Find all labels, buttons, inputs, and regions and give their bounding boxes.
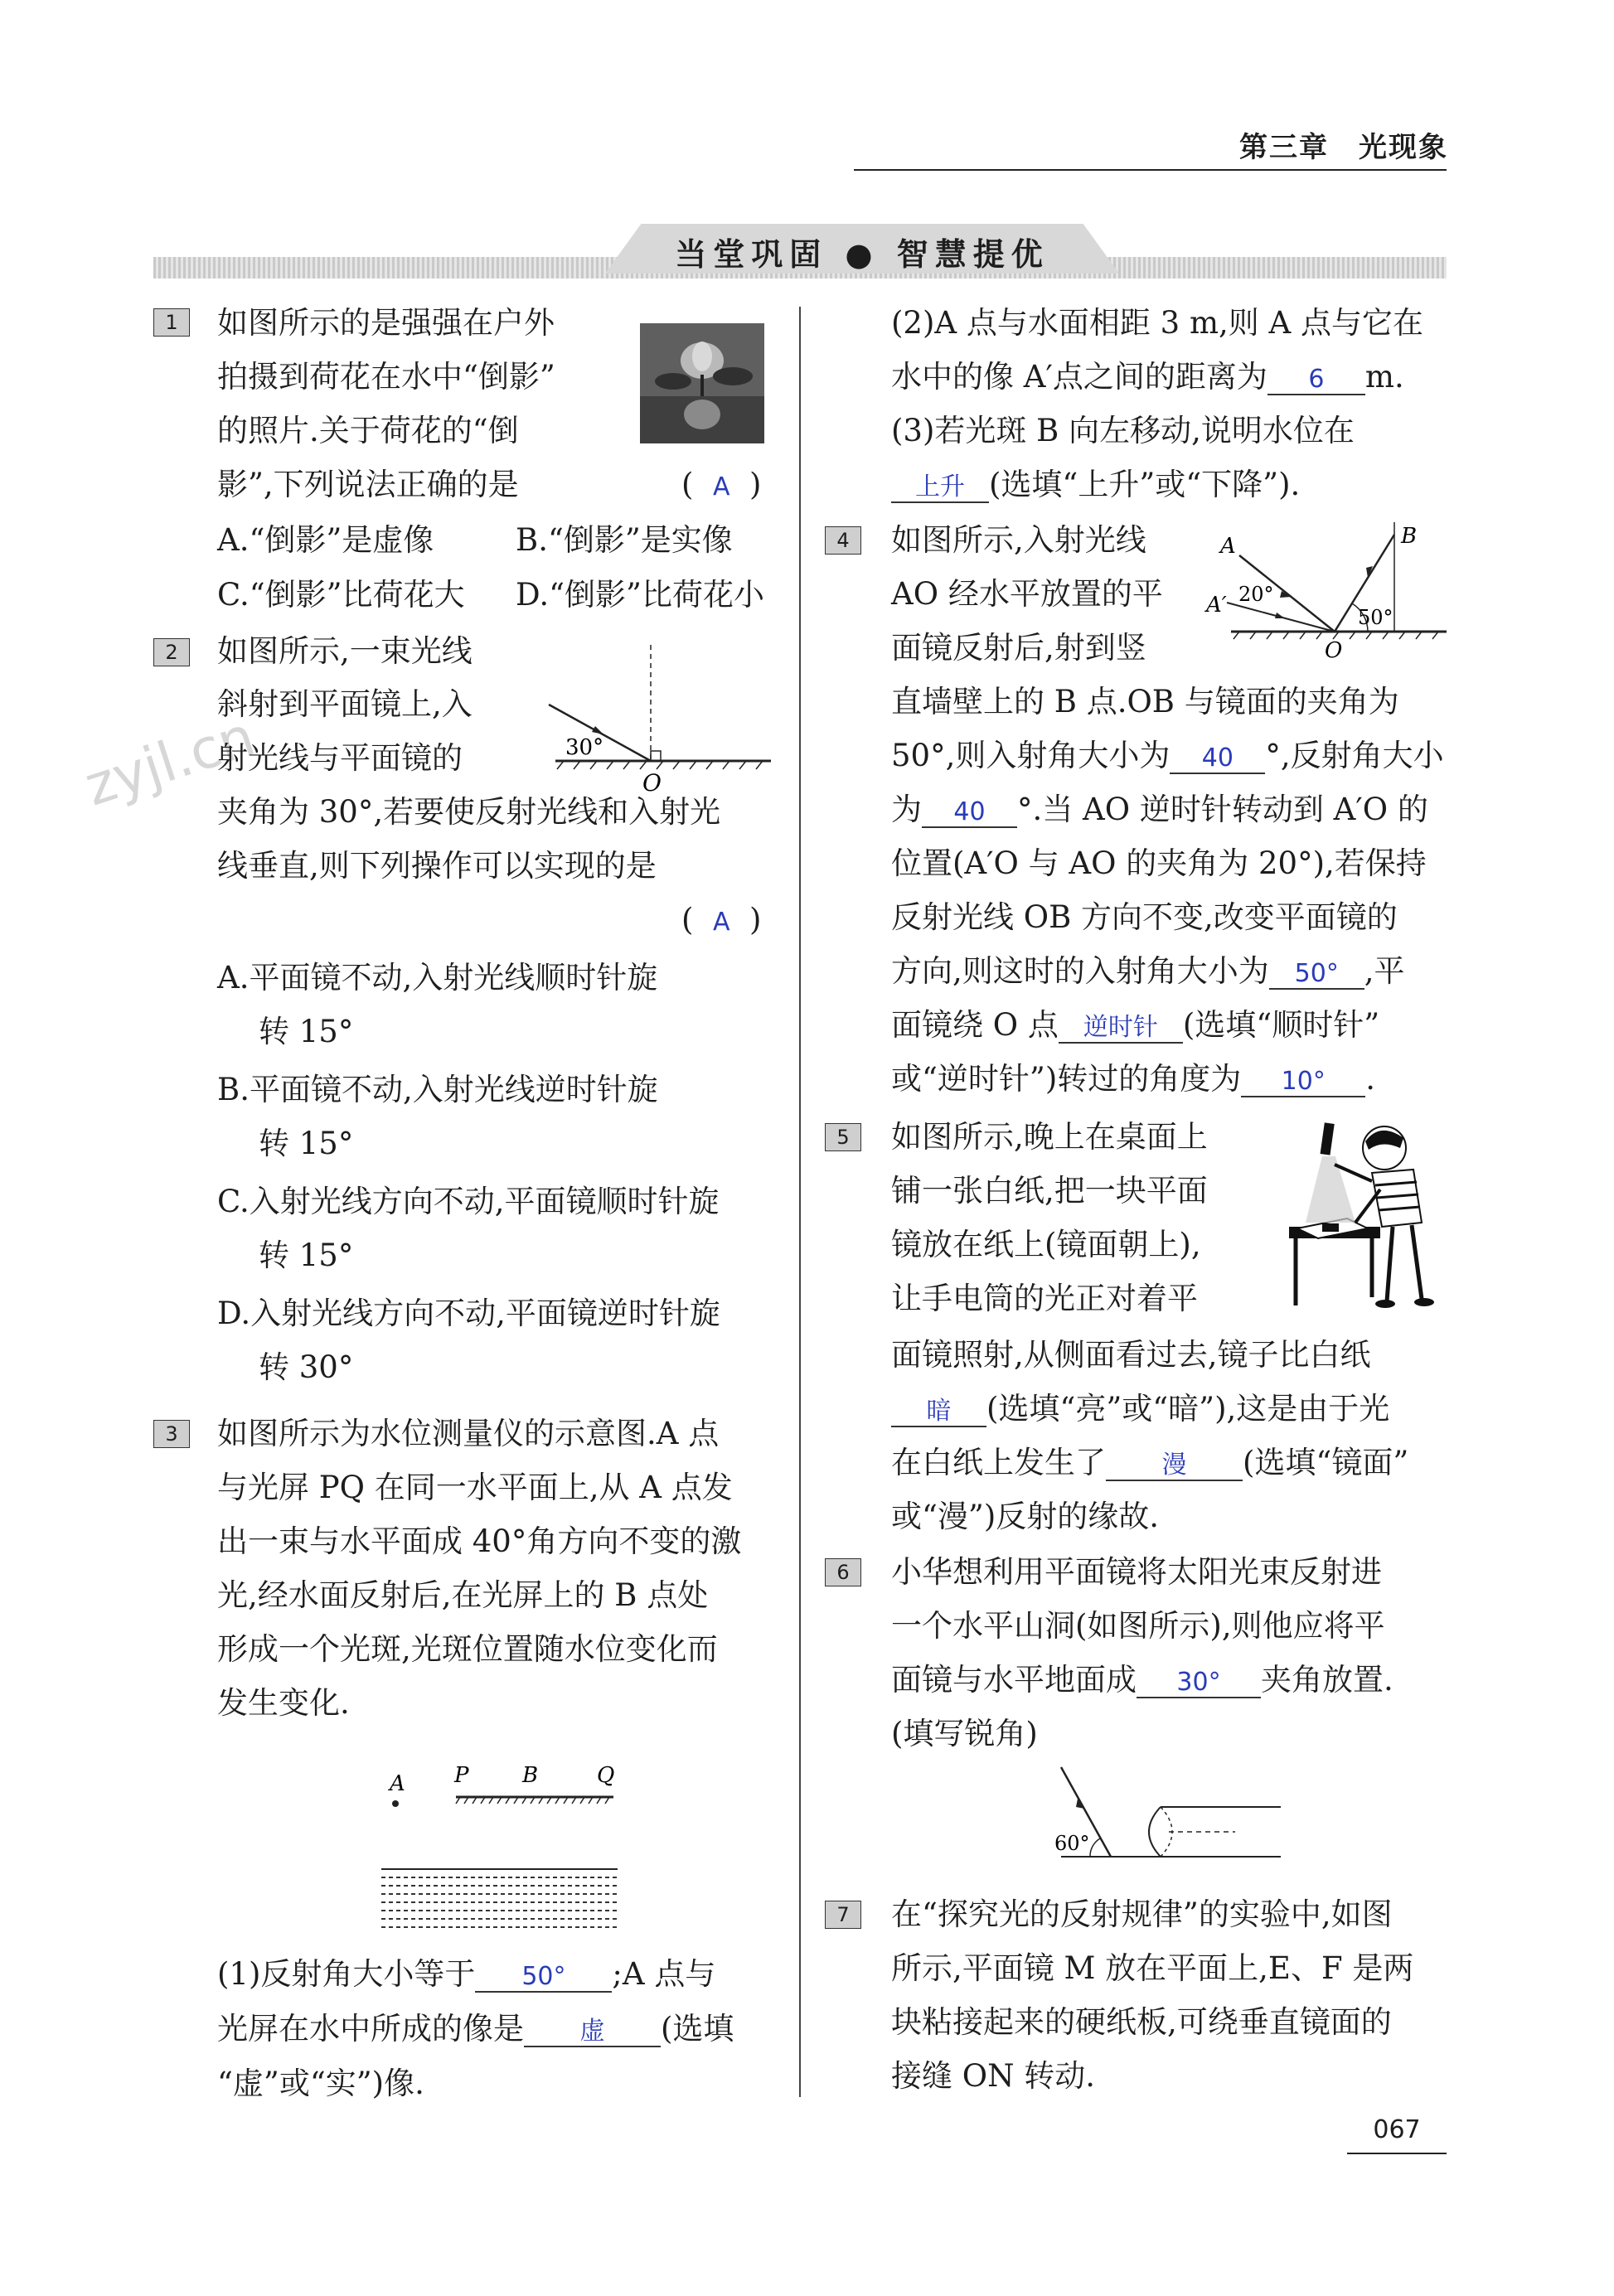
q1-line-2: 拍摄到荷花在水中“倒影” [217,359,555,395]
q4-answer-3: 50° [1294,959,1339,988]
q3-answer-1: 50° [521,1962,566,1991]
q3-line-1: 如图所示为水位测量仪的示意图.A 点 [217,1416,720,1451]
q3-part2-line-1: (2)A 点与水面相距 3 m,则 A 点与它在 [891,305,1424,341]
q3-point-q: Q [597,1763,615,1788]
q2-line-1: 如图所示,一束光线 [217,633,473,669]
answer-bracket: ( A ) [681,902,762,937]
q5-line-4: 让手电筒的光正对着平 [891,1281,1198,1316]
q2-option-d-2: 转 30° [259,1349,354,1385]
q5-text-7a: 在白纸上发生了 [891,1445,1106,1480]
q1-line-1: 如图所示的是强强在户外 [217,305,555,341]
q4-point-b: B [1401,524,1418,549]
q1-line-4: 影”,下列说法正确的是 [217,467,519,502]
q2-option-c-2: 转 15° [259,1238,354,1273]
q3-line-4: 光,经水面反射后,在光屏上的 B 点处 [217,1577,709,1613]
q1-option-d: D.“倒影”比荷花小 [516,577,764,613]
q4-text-11a: 或“逆时针”)转过的角度为 [891,1061,1242,1097]
q4-text-11b: . [1365,1061,1376,1097]
q4-answer-4: 逆时针 [1083,1013,1158,1042]
q3-part1-text-b: ;A 点与 [612,1956,716,1992]
q2-mirror-diagram [547,638,779,796]
q4-blank-3 [1269,955,1364,990]
watermark: zyjl.cn [77,704,263,819]
q3-line-2: 与光屏 PQ 在同一水平面上,从 A 点发 [217,1470,733,1505]
q1-option-a: A.“倒影”是虚像 [217,522,434,558]
q4-answer-5: 10° [1281,1067,1326,1096]
q4-text-9b: ,平 [1364,953,1405,989]
q6-line-4: (填写锐角) [891,1716,1038,1751]
q4-line-4: 直墙壁上的 B 点.OB 与镜面的夹角为 [891,684,1399,719]
q3-part1-text-d: (选填 [661,2011,734,2047]
q3-part3-line-1: (3)若光斑 B 向左移动,说明水位在 [891,413,1355,448]
q2-option-d-1: D.入射光线方向不动,平面镜逆时针旋 [217,1296,720,1331]
q4-text-9a: 方向,则这时的入射角大小为 [891,953,1269,989]
chapter-title: 第三章 光现象 [1239,131,1448,164]
q1-answer: A [712,472,730,501]
q4-line-5 [891,739,1444,774]
q4-line-3: 面镜反射后,射到竖 [891,630,1146,666]
q4-text-10b: (选填“顺时针” [1182,1007,1380,1043]
q6-line-1: 小华想利用平面镜将太阳光束反射进 [891,1554,1382,1590]
q1-option-c: C.“倒影”比荷花大 [217,577,465,613]
q3-part1-text-a: (1)反射角大小等于 [217,1956,476,1992]
q3-part1-line-1 [217,1958,715,1993]
q3-part2-text-b: 水中的像 A′点之间的距离为 [891,359,1267,395]
q4-line-11 [891,1063,1375,1097]
q5-line-1: 如图所示,晚上在桌面上 [891,1119,1208,1155]
q4-line-6 [891,793,1428,828]
q5-blank-2 [1106,1446,1243,1481]
q5-text-6b: (选填“亮”或“暗”),这是由于光 [986,1391,1390,1427]
q3-part1-text-c: 光屏在水中所成的像是 [217,2011,524,2047]
q4-blank-1 [1170,739,1265,774]
q2-line-5: 线垂直,则下列操作可以实现的是 [217,848,657,884]
question-number: 5 [825,1123,861,1151]
q5-line-8: 或“漫”)反射的缘故. [891,1499,1160,1534]
q4-answer-1: 40 [1201,744,1234,773]
q6-cave-diagram [1044,1757,1293,1882]
q3-answer-3: 6 [1308,365,1325,394]
q3-blank-3 [1267,361,1365,395]
q4-answer-2: 40 [953,797,986,826]
q4-angle-20: 20° [1238,583,1274,606]
q3-line-6: 发生变化. [217,1685,350,1721]
q4-line-2: AO 经水平放置的平 [891,576,1163,612]
q2-angle-label: 30° [565,735,604,760]
q5-line-7 [891,1446,1408,1481]
q6-angle-label: 60° [1054,1832,1090,1855]
page-number: 067 [1373,2115,1421,2144]
q2-line-4: 夹角为 30°,若要使反射光线和入射光 [217,794,721,830]
question-number: 7 [825,1901,861,1929]
q3-line-5: 形成一个光斑,光斑位置随水位变化而 [217,1631,718,1667]
q2-answer: A [712,908,730,937]
q3-blank-1 [475,1958,612,1993]
q7-line-2: 所示,平面镜 M 放在平面上,E、F 是两 [891,1950,1414,1986]
q2-point-o: O [642,769,662,796]
q4-line-8: 反射光线 OB 方向不变,改变平面镜的 [891,899,1398,935]
q5-answer-1: 暗 [926,1397,952,1426]
q2-option-a-1: A.平面镜不动,入射光线顺时针旋 [217,960,658,995]
q5-flashlight-illustration [1289,1107,1447,1314]
question-number: 3 [153,1420,190,1448]
q4-point-o: O [1325,638,1343,663]
q4-blank-2 [922,793,1017,828]
q4-text-5b: °,反射角大小 [1265,738,1444,773]
q7-line-4: 接缝 ON 转动. [891,2058,1095,2094]
lotus-photo [640,323,764,443]
q4-point-a-prime: A′ [1206,593,1227,618]
q2-option-a-2: 转 15° [259,1014,354,1049]
q3-part1-line-3: “虚”或“实”)像. [217,2066,424,2101]
q4-text-6b: °.当 AO 逆时针转动到 A′O 的 [1017,792,1428,827]
q5-blank-1 [891,1393,986,1427]
q2-option-b-2: 转 15° [259,1126,354,1161]
section-banner [153,224,1447,282]
q3-point-b: B [522,1763,539,1788]
q1-line-3: 的照片.关于荷花的“倒 [217,413,519,448]
q3-water-level-diagram [373,1749,638,1940]
q3-answer-2: 虚 [579,2017,605,2046]
q6-blank-1 [1137,1664,1261,1698]
q4-line-7: 位置(A′O 与 AO 的夹角为 20°),若保持 [891,845,1427,881]
question-number: 2 [153,638,190,666]
q3-line-3: 出一束与水平面成 40°角方向不变的激 [217,1523,742,1559]
q5-line-3: 镜放在纸上(镜面朝上), [891,1227,1201,1262]
q6-text-3a: 面镜与水平地面成 [891,1662,1137,1698]
q4-angle-50: 50° [1358,606,1393,629]
q4-point-a: A [1220,534,1236,559]
q5-line-6 [891,1393,1389,1427]
q2-option-b-1: B.平面镜不动,入射光线逆时针旋 [217,1072,658,1107]
q5-text-7b: (选填“镜面” [1243,1445,1409,1480]
q3-part3-text-b: (选填“上升”或“下降”). [989,467,1301,502]
q3-blank-4 [891,468,989,503]
q4-text-10a: 面镜绕 O 点 [891,1007,1059,1043]
q5-line-2: 铺一张白纸,把一块平面 [891,1173,1208,1209]
q2-line-2: 斜射到平面镜上,入 [217,686,473,722]
q4-line-1: 如图所示,入射光线 [891,522,1146,558]
column-divider [799,307,801,2097]
q3-blank-2 [524,2013,661,2047]
q4-mirror-diagram [1202,518,1451,663]
q4-blank-5 [1241,1063,1365,1097]
q3-point-a: A [390,1771,405,1796]
q2-option-c-1: C.入射光线方向不动,平面镜顺时针旋 [217,1184,720,1219]
q3-part1-line-2 [217,2013,734,2047]
q6-line-2: 一个水平山洞(如图所示),则他应将平 [891,1608,1385,1644]
question-number: 6 [825,1558,861,1586]
q3-point-p: P [454,1763,469,1788]
q4-text-5a: 50°,则入射角大小为 [891,738,1171,773]
q7-line-3: 块粘接起来的硬纸板,可绕垂直镜面的 [891,2004,1392,2040]
q3-part2-text-c: m. [1364,359,1404,395]
q6-answer-1: 30° [1176,1668,1221,1697]
question-number: 1 [153,308,190,337]
q4-line-10 [891,1009,1379,1044]
q7-line-1: 在“探究光的反射规律”的实验中,如图 [891,1896,1393,1932]
q4-line-9 [891,955,1405,990]
q3-part2-line-2 [891,361,1404,395]
question-number: 4 [825,526,861,555]
q5-line-5: 面镜照射,从侧面看过去,镜子比白纸 [891,1337,1371,1373]
q4-text-6a: 为 [891,792,922,827]
header-rule [854,169,1447,171]
q6-text-3b: 夹角放置. [1261,1662,1393,1698]
q1-option-b: B.“倒影”是实像 [516,522,733,558]
q4-blank-4 [1059,1009,1183,1044]
q3-part3-line-2 [891,468,1300,503]
banner-title: 当堂巩固 ● 智慧提优 [675,236,1049,273]
page-number-rule [1347,2153,1447,2154]
q5-answer-2: 漫 [1161,1451,1187,1480]
q3-answer-4: 上升 [915,472,965,501]
q2-line-3: 射光线与平面镜的 [217,740,463,776]
answer-bracket: ( A ) [681,467,762,502]
q6-line-3 [891,1664,1393,1698]
